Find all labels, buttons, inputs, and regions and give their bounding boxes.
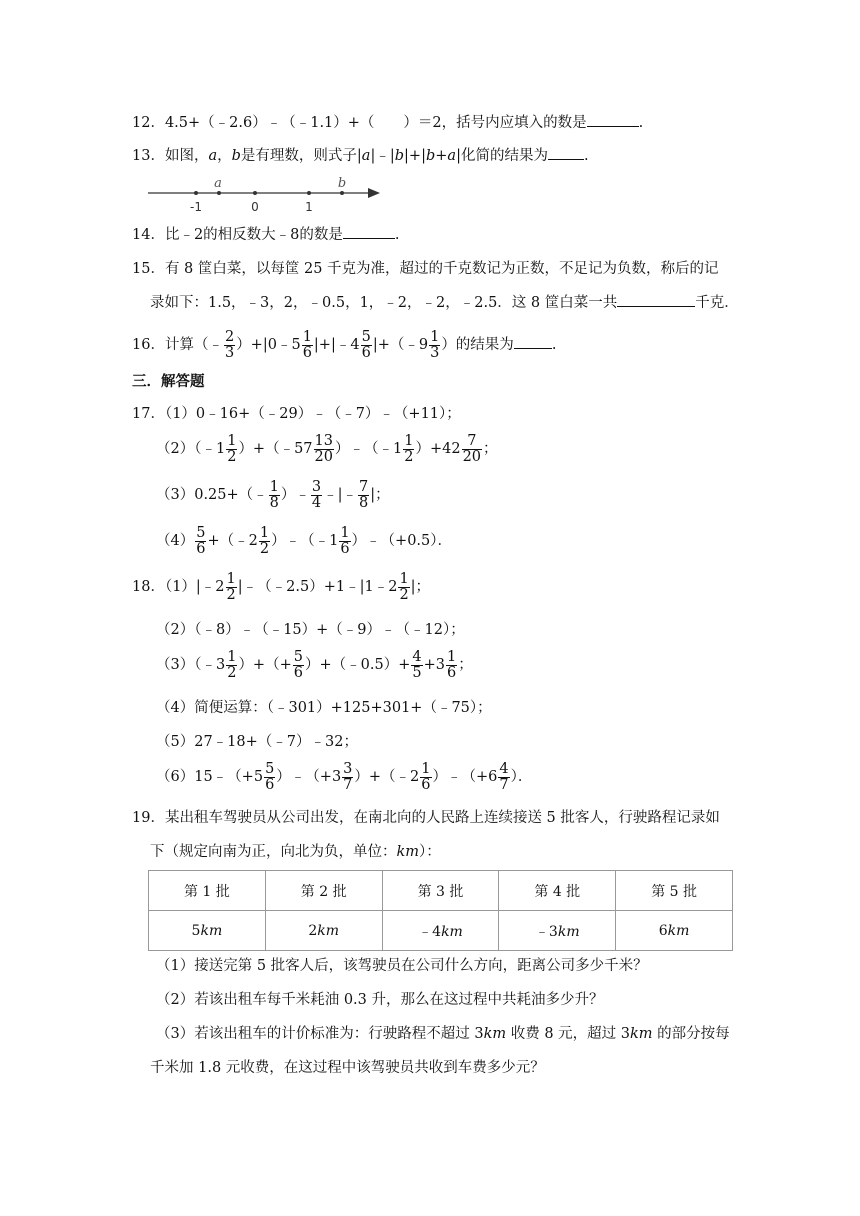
q16-part: 16．计算（﹣ [132,337,223,353]
table-header-cell: 第 5 批 [616,871,733,911]
table-cell: 6km [616,911,733,951]
fraction: $\frac{1}{6}$ [446,648,457,681]
fraction: $\frac{1}{2}$ [227,432,237,465]
q13-var-b: b [231,148,241,164]
question-17-part3: （3）0.25+（﹣ $\frac{1}{8}$ ）﹣ $\frac{3}{4}$ ﹣|﹣ $\frac{7}{8}$ |； [156,478,390,511]
fraction [361,330,372,361]
fraction: $\frac{7}{20}$ [462,432,482,465]
fraction [224,330,235,361]
question-19-sub3-line2: 千米加 1.8 元收费，在这过程中该驾驶员共收到车费多少元？ [150,1060,545,1076]
fraction: $\frac{4}{7}$ [499,760,509,793]
section-heading: 三．解答题 [132,373,205,390]
question-16 [132,326,556,364]
fraction: $\frac{1}{2}$ [399,570,409,603]
table-header-cell: 第 3 批 [382,871,499,911]
q15-answer-blank[interactable] [617,292,695,307]
fraction: $\frac{5}{6}$ [293,648,303,681]
fraction: $\frac{13}{20}$ [314,432,333,465]
fraction: $\frac{5}{6}$ [265,760,275,793]
denominator: 3 [224,344,235,361]
q13-var-b2: b [394,148,405,164]
question-18-part4: （4）简便运算：（﹣301）+125+301+（﹣75）； [156,700,492,716]
question-18-part6: （6）15﹣（+5 $\frac{5}{6}$ ）﹣（+3 $\frac{3}{7}$ ）+（﹣2 $\frac{1}{6}$ ）﹣（+6 $\frac{4}{7}$ ）． [156,760,533,793]
number-line-diagram [148,176,388,218]
q13-text-a: 13．如图， [132,148,209,164]
q16-end: . [551,337,557,353]
table-header-cell: 第 2 批 [265,871,382,911]
fraction: $\frac{1}{2}$ [227,648,237,681]
table-header-row [149,871,733,911]
numerator: 2 [224,328,235,345]
tick-point-zero [253,191,257,195]
label-b: b [337,176,347,191]
q14-answer-blank[interactable] [343,224,395,239]
label-a: a [214,176,222,191]
q16-part: |+|﹣4 [313,337,360,353]
q13-var-a3: a [447,148,457,164]
question-19-line2: 下（规定向南为正，向北为负，单位：km）： [150,844,441,860]
fraction: $\frac{3}{7}$ [343,760,353,793]
question-19-sub2: （2）若该出租车每千米耗油 0.3 升，那么在这过程中共耗油多少升？ [156,992,604,1008]
tick-label-minus-one: -1 [190,200,202,214]
table-row [149,911,733,951]
q12-end: . [638,115,644,131]
table-cell: ﹣3km [499,911,616,951]
q13-comma: ， [217,148,232,164]
q13-var-a: a [208,148,218,164]
fraction: $\frac{1}{6}$ [340,524,350,557]
question-18-part3: （3）（﹣3 $\frac{1}{2}$ ）+（+ $\frac{5}{6}$ ）+（﹣0.5）+ $\frac{4}{5}$ +3 $\frac{1}{6}$ ； [156,648,473,681]
fraction [302,330,313,361]
question-15-line1: 15．有 8 筐白菜，以每筐 25 千克为准，超过的千克数记为正数，不足记为负数，称后的记 [132,261,719,277]
q13-var-b3: b [425,148,436,164]
table-cell: 2km [265,911,382,951]
tick-point-minus-one [194,191,198,195]
fraction: $\frac{1}{2}$ [226,570,236,603]
q16-part: ）+|0﹣5 [236,337,301,353]
q13-var-a2: a [361,148,371,164]
question-19-sub1: （1）接送完第 5 批客人后，该驾驶员在公司什么方向，距离公司多少千米？ [156,958,648,974]
denominator: 3 [430,344,440,361]
fraction: $\frac{1}{2}$ [404,432,414,465]
table-header-cell: 第 1 批 [149,871,266,911]
question-17-part1: 17．（1）0﹣16+（﹣29）﹣（﹣7）﹣（+11）； [132,406,461,422]
q15-line2-end: 千克． [695,295,739,311]
q16-answer-blank[interactable] [514,334,552,349]
fraction [429,330,440,361]
question-17-part4: （4） $\frac{5}{6}$ +（﹣2 $\frac{1}{2}$ ）﹣（﹣1 $\frac{1}{6}$ ）﹣（+0.5）． [156,524,453,557]
q12-answer-blank[interactable] [587,112,639,127]
fraction: $\frac{5}{6}$ [196,524,206,557]
question-15-line2 [150,292,739,313]
tick-point-one [307,191,311,195]
question-17-part2: （2）（﹣1 $\frac{1}{2}$ ）+（﹣57 $\frac{13}{20}$ ）﹣（﹣1 $\frac{1}{2}$ ）+42 $\frac{7}{20}$ ； [156,432,498,465]
q14-end: . [394,227,400,243]
denominator: 6 [302,344,312,361]
q13-mid1: |﹣| [370,148,395,164]
question-12 [132,112,643,133]
fraction: $\frac{1}{6}$ [421,760,431,793]
question-14 [132,224,400,245]
table-cell: 5km [149,911,266,951]
point-a [217,191,221,195]
numerator: 1 [430,328,440,345]
tick-label-one: 1 [305,200,313,214]
numerator: 5 [361,328,371,345]
q13-mid2: |+| [404,148,426,164]
q16-part: ）的结果为 [441,337,514,353]
question-13 [132,145,589,166]
q13-plus: + [435,148,448,164]
question-18-part5: （5）27﹣18+（﹣7）﹣32； [156,734,358,750]
fraction: $\frac{7}{8}$ [359,478,369,511]
q13-text-b: 是有理数，则式子| [240,148,362,164]
q15-line2-text: 录如下：1.5，﹣3，2，﹣0.5，1，﹣2，﹣2，﹣2.5．这 8 筐白菜一共 [150,295,618,311]
fraction: $\frac{3}{4}$ [311,478,322,511]
question-18-part2: （2）（﹣8）﹣（﹣15）+（﹣9）﹣（﹣12）； [156,622,465,638]
question-18-part1: 18．（1）|﹣2 $\frac{1}{2}$ |﹣（﹣2.5）+1﹣|1﹣2 $\frac{1}{2}$ |； [132,570,431,603]
numerator: 1 [302,328,312,345]
q12-text: 12．4.5+（﹣2.6）﹣（﹣1.1）+（ ）＝2，括号内应填入的数是 [132,115,587,131]
table-header-cell: 第 4 批 [499,871,616,911]
route-table [148,870,733,951]
point-b [340,191,344,195]
tick-label-zero: 0 [251,200,259,214]
fraction: $\frac{1}{8}$ [269,478,279,511]
q13-text-c: |化简的结果为 [456,148,548,164]
q13-end: . [583,148,589,164]
q16-part: |+（﹣9 [372,337,429,353]
fraction: $\frac{1}{2}$ [259,524,270,557]
fraction: $\frac{4}{5}$ [412,648,422,681]
table-cell: ﹣4km [382,911,499,951]
number-line-arrow-icon [368,188,380,198]
q14-text: 14．比﹣2的相反数大﹣8的数是 [132,227,343,243]
question-19-sub3-line1: （3）若该出租车的计价标准为：行驶路程不超过 3km 收费 8 元，超过 3km 的部分按每 [156,1026,730,1042]
q13-answer-blank[interactable] [548,145,584,160]
denominator: 6 [361,344,371,361]
question-19-line1: 19．某出租车驾驶员从公司出发，在南北向的人民路上连续接送 5 批客人，行驶路程记录如 [132,810,720,826]
